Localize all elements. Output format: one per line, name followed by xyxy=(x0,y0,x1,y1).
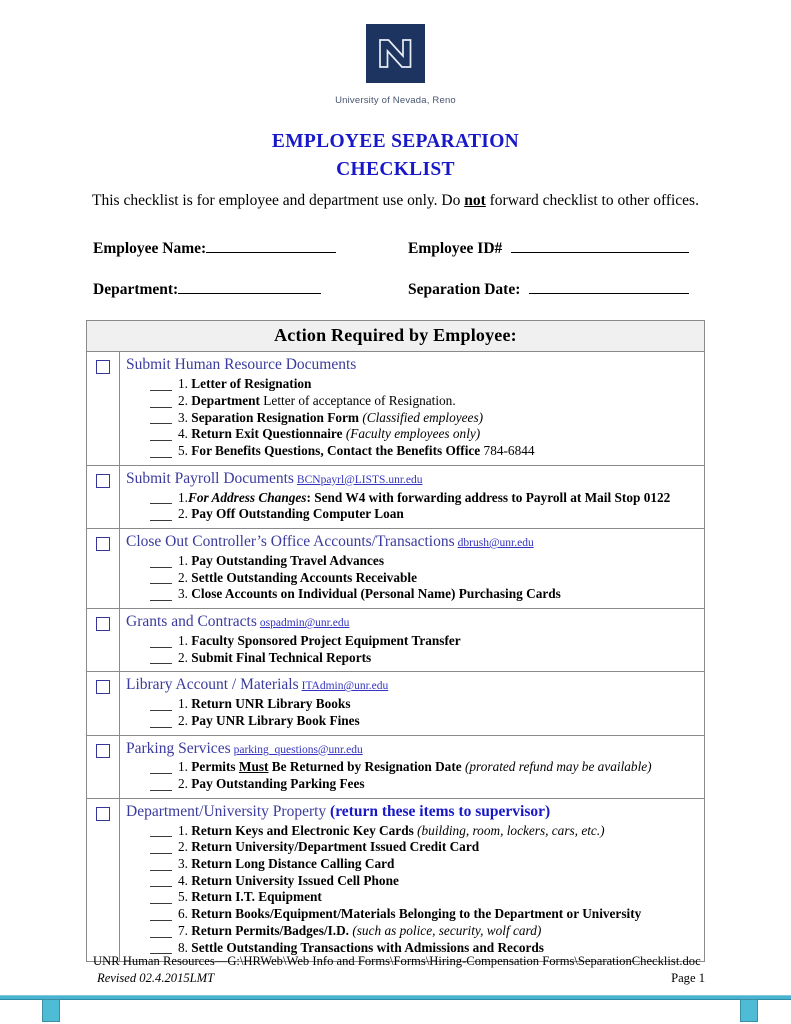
checklist-section xyxy=(87,466,704,529)
section-heading xyxy=(126,740,700,759)
item-number: 2. xyxy=(178,712,192,728)
item-text: Return UNR Library Books xyxy=(191,696,351,712)
footer-bar-tab-right xyxy=(740,999,758,1022)
section-email-link[interactable]: ospadmin@unr.edu xyxy=(259,616,350,629)
page-title-line2: CHECKLIST xyxy=(336,158,455,180)
item-number: 4. xyxy=(178,872,192,888)
section-checkbox[interactable] xyxy=(96,807,110,821)
section-checkbox-cell[interactable] xyxy=(87,529,120,608)
item-blank-line[interactable] xyxy=(150,503,172,504)
section-heading xyxy=(126,676,700,695)
item-blank-line[interactable] xyxy=(150,423,172,424)
item-blank-line[interactable] xyxy=(150,836,172,837)
checklist-section xyxy=(87,529,704,609)
page-title-line1: EMPLOYEE SEPARATION xyxy=(271,131,520,152)
section-heading-text: Parking Services xyxy=(126,739,231,757)
item-number: 1. xyxy=(178,759,192,775)
section-body xyxy=(120,466,704,528)
item-text: Separation Resignation Form xyxy=(191,409,363,425)
item-number: 8. xyxy=(178,939,192,955)
subtitle-after: forward checklist to other offices. xyxy=(485,192,699,210)
item-note: (building, room, lockers, cars, etc.) xyxy=(417,822,605,838)
section-body xyxy=(120,609,704,671)
item-text: For Address Changes: Send W4 with forwarding address to Payroll at Mail Stop 0122 xyxy=(187,489,671,505)
section-checkbox-cell[interactable] xyxy=(87,466,120,528)
checklist-section xyxy=(87,609,704,672)
item-number: 1. xyxy=(178,632,192,648)
section-checkbox[interactable] xyxy=(96,360,110,374)
section-heading xyxy=(126,803,700,822)
section-body xyxy=(120,799,704,961)
form-row-2 xyxy=(93,279,705,299)
item-blank-line[interactable] xyxy=(150,903,172,904)
item-note: (Classified employees) xyxy=(362,409,484,425)
item-text: Permits Must Be Returned by Resignation Date xyxy=(191,759,465,775)
item-text: Return Long Distance Calling Card xyxy=(191,856,395,872)
item-blank-line[interactable] xyxy=(150,710,172,711)
section-checkbox-cell[interactable] xyxy=(87,672,120,734)
checklist-item xyxy=(126,506,700,523)
item-text: Letter of Resignation xyxy=(191,376,312,392)
item-blank-line[interactable] xyxy=(150,600,172,601)
item-blank-line[interactable] xyxy=(150,773,172,774)
item-note: (Faculty employees only) xyxy=(345,426,481,442)
page-subtitle xyxy=(0,192,791,210)
checklist-section xyxy=(87,799,704,961)
item-text: Pay Outstanding Parking Fees xyxy=(191,776,365,792)
subtitle-before: This checklist is for employee and department use only. Do xyxy=(92,192,465,210)
item-number: 5. xyxy=(178,443,192,459)
item-blank-line[interactable] xyxy=(150,937,172,938)
section-heading xyxy=(126,356,700,375)
item-text: Settle Outstanding Accounts Receivable xyxy=(191,569,417,585)
item-blank-line[interactable] xyxy=(150,790,172,791)
checklist-item xyxy=(126,759,700,776)
item-blank-line[interactable] xyxy=(150,390,172,391)
section-body xyxy=(120,352,704,464)
form-row-1 xyxy=(93,238,705,258)
checklist-item xyxy=(126,443,700,460)
item-number: 3. xyxy=(178,409,192,425)
page-title xyxy=(0,128,791,183)
section-heading-text: Grants and Contracts xyxy=(126,612,257,630)
section-heading xyxy=(126,533,700,552)
item-blank-line[interactable] xyxy=(150,567,172,568)
section-checkbox-cell[interactable] xyxy=(87,352,120,464)
section-body xyxy=(120,736,704,798)
item-text: Return I.T. Equipment xyxy=(191,889,322,905)
separation-date-label: Separation Date: xyxy=(408,281,521,299)
item-blank-line[interactable] xyxy=(150,520,172,521)
footer-bar-tab-left xyxy=(42,999,60,1022)
item-text: Return University/Department Issued Credit Card xyxy=(191,839,480,855)
subtitle-emphasis: not xyxy=(464,192,486,210)
section-checkbox-cell[interactable] xyxy=(87,609,120,671)
item-number: 1. xyxy=(178,376,192,392)
item-blank-line[interactable] xyxy=(150,583,172,584)
checklist-item xyxy=(126,410,700,427)
employee-id-input[interactable] xyxy=(511,238,689,253)
employee-info-form xyxy=(0,238,791,299)
item-number: 1. xyxy=(178,552,192,568)
checklist-item xyxy=(126,889,700,906)
item-text: Settle Outstanding Transactions with Admissions and Records xyxy=(191,939,544,955)
unr-logo-icon xyxy=(366,24,425,83)
checklist-item xyxy=(126,873,700,890)
checklist-item xyxy=(126,696,700,713)
checklist-item xyxy=(126,856,700,873)
item-number: 7. xyxy=(178,922,192,938)
item-number: 2. xyxy=(178,569,192,585)
item-blank-line[interactable] xyxy=(150,920,172,921)
item-number: 2. xyxy=(178,506,192,522)
checklist-section xyxy=(87,736,704,799)
department-input[interactable] xyxy=(178,279,321,294)
item-number: 2. xyxy=(178,839,192,855)
item-text: For Benefits Questions, Contact the Benefits Office 784-6844 xyxy=(191,443,535,459)
section-checkbox[interactable] xyxy=(96,680,110,694)
department-label: Department: xyxy=(93,281,179,299)
item-number: 4. xyxy=(178,426,192,442)
section-body xyxy=(120,529,704,608)
section-heading xyxy=(126,470,700,489)
item-number: 1. xyxy=(178,822,192,838)
section-heading-text: Department/University Property xyxy=(126,802,327,820)
employee-name-input[interactable] xyxy=(206,238,336,253)
separation-date-field-group xyxy=(408,279,705,299)
checklist-section xyxy=(87,672,704,735)
section-checkbox[interactable] xyxy=(96,537,110,551)
item-blank-line[interactable] xyxy=(150,886,172,887)
university-logo-block xyxy=(0,0,791,106)
separation-date-input[interactable] xyxy=(529,279,689,294)
item-text: Department Letter of acceptance of Resignation. xyxy=(191,392,456,408)
item-text: Pay UNR Library Book Fines xyxy=(191,712,360,728)
item-blank-line[interactable] xyxy=(150,407,172,408)
footer-page-number: Page 1 xyxy=(671,971,705,985)
section-email-link[interactable]: parking_questions@unr.edu xyxy=(233,743,363,756)
item-blank-line[interactable] xyxy=(150,727,172,728)
item-number: 2. xyxy=(178,649,192,665)
employee-name-field-group xyxy=(93,238,408,258)
checklist-item xyxy=(126,713,700,730)
section-email-link[interactable]: ITAdmin@unr.edu xyxy=(301,680,389,693)
item-text: Return Exit Questionnaire xyxy=(191,426,346,442)
checklist-item xyxy=(126,823,700,840)
checklist-table-header: Action Required by Employee: xyxy=(87,321,704,352)
footer-meta-row xyxy=(93,971,705,986)
section-email-link[interactable]: dbrush@unr.edu xyxy=(457,537,534,549)
item-number: 5. xyxy=(178,889,192,905)
checklist-item xyxy=(126,839,700,856)
item-blank-line[interactable] xyxy=(150,870,172,871)
checklist-item xyxy=(126,570,700,587)
item-blank-line[interactable] xyxy=(150,853,172,854)
checklist-item xyxy=(126,923,700,940)
item-blank-line[interactable] xyxy=(150,647,172,648)
checklist-item xyxy=(126,650,700,667)
item-text: Pay Outstanding Travel Advances xyxy=(191,552,385,568)
item-number: 3. xyxy=(178,586,192,602)
employee-id-field-group xyxy=(408,238,705,258)
section-heading-text: Library Account / Materials xyxy=(126,676,299,694)
item-note: (such as police, security, wolf card) xyxy=(352,922,542,938)
checklist-section xyxy=(87,352,704,465)
item-number: 1. xyxy=(178,696,192,712)
section-checkbox[interactable] xyxy=(96,474,110,488)
item-text: Return Books/Equipment/Materials Belonging to the Department or University xyxy=(191,906,642,922)
checklist-item xyxy=(126,906,700,923)
checklist-item xyxy=(126,633,700,650)
section-checkbox[interactable] xyxy=(96,617,110,631)
item-number: 2. xyxy=(178,776,192,792)
item-blank-line[interactable] xyxy=(150,457,172,458)
section-heading xyxy=(126,613,700,632)
checklist-item xyxy=(126,393,700,410)
checklist-item xyxy=(126,776,700,793)
section-heading-text: Submit Human Resource Documents xyxy=(126,356,357,374)
section-heading-text: Close Out Controller’s Office Accounts/Transactions xyxy=(126,533,455,550)
item-blank-line[interactable] xyxy=(150,663,172,664)
section-checkbox[interactable] xyxy=(96,744,110,758)
university-wordmark: University of Nevada, Reno xyxy=(335,95,456,106)
checklist-item xyxy=(126,553,700,570)
footer-revised-date: Revised 02.4.2015LMT xyxy=(97,971,215,985)
item-note: (prorated refund may be available) xyxy=(464,759,652,775)
item-text: Return University Issued Cell Phone xyxy=(191,872,399,888)
employee-id-label: Employee ID# xyxy=(408,240,503,258)
employee-name-label: Employee Name: xyxy=(93,240,207,258)
footer-decorative-bar xyxy=(0,995,791,1000)
item-text: Pay Off Outstanding Computer Loan xyxy=(191,506,404,522)
item-text: Submit Final Technical Reports xyxy=(191,649,372,665)
department-field-group xyxy=(93,279,408,299)
item-text: Return Permits/Badges/I.D. xyxy=(191,922,353,938)
checklist-item xyxy=(126,490,700,507)
checklist-table xyxy=(86,320,705,962)
checklist-sections xyxy=(87,352,704,961)
checklist-item xyxy=(126,586,700,603)
checklist-item xyxy=(126,426,700,443)
section-checkbox-cell[interactable] xyxy=(87,736,120,798)
section-checkbox-cell[interactable] xyxy=(87,799,120,961)
section-heading-note: (return these items to supervisor) xyxy=(326,802,551,820)
item-text: Faculty Sponsored Project Equipment Transfer xyxy=(191,632,461,648)
item-number: 2. xyxy=(178,392,192,408)
item-text: Close Accounts on Individual (Personal Name) Purchasing Cards xyxy=(191,586,561,602)
item-number: 6. xyxy=(178,906,192,922)
section-email-link[interactable]: BCNpayrl@LISTS.unr.edu xyxy=(296,473,423,486)
section-body xyxy=(120,672,704,734)
item-number: 3. xyxy=(178,856,192,872)
page-footer xyxy=(0,954,791,986)
item-text: Return Keys and Electronic Key Cards xyxy=(191,822,418,838)
item-number: 1. xyxy=(178,489,188,505)
checklist-item xyxy=(126,376,700,393)
section-heading-text: Submit Payroll Documents xyxy=(126,469,294,487)
item-blank-line[interactable] xyxy=(150,440,172,441)
footer-file-path: UNR Human Resources—G:\HRWeb\Web Info and Forms\Forms\Hiring-Compensation Forms\SeparationChecklist.doc xyxy=(93,954,701,968)
